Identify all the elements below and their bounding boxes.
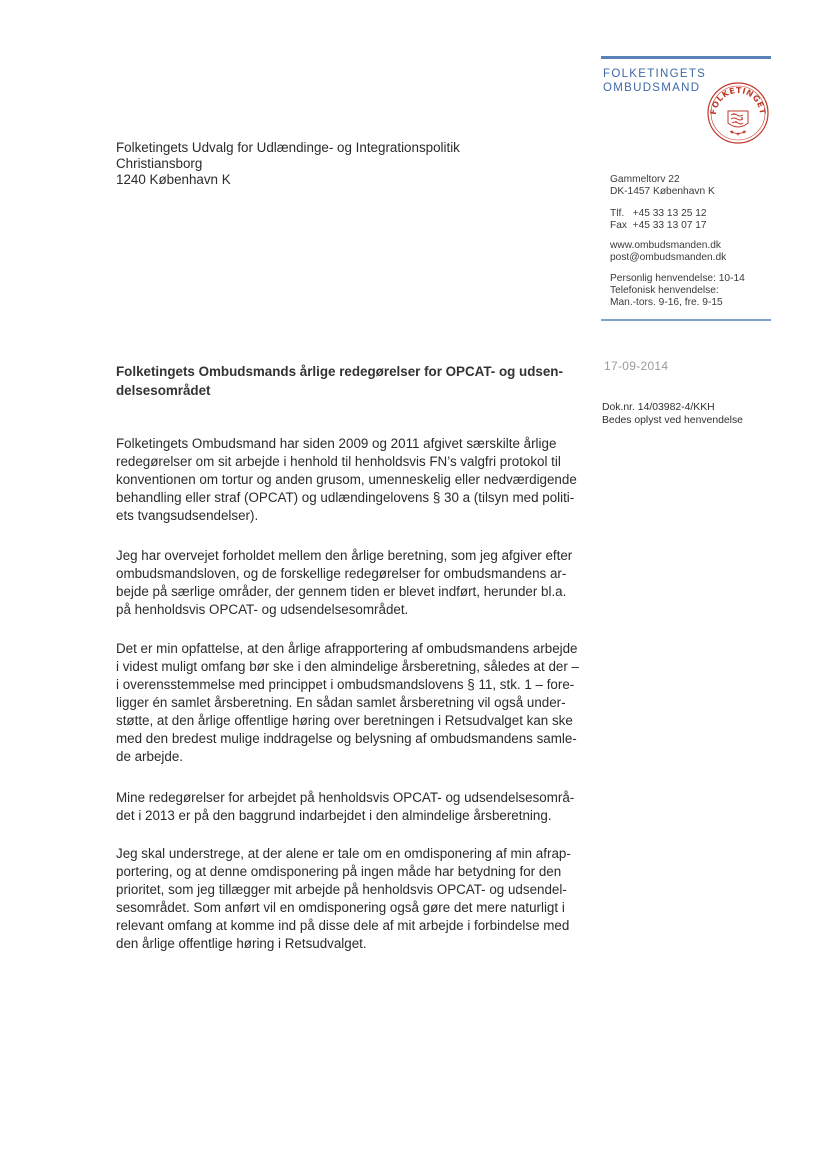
letter-date: 17-09-2014 xyxy=(604,359,669,373)
org-name-line1: FOLKETINGETS xyxy=(603,68,707,80)
body-paragraph-2 xyxy=(116,547,578,619)
reference-note: Bedes oplyst ved henvendelse xyxy=(602,415,743,426)
body-line: behandling eller straf (OPCAT) og udlændingelovens § 30 a (tilsyn med politi- xyxy=(116,490,575,505)
recipient-postal: 1240 København K xyxy=(116,172,231,187)
parliament-seal-logo xyxy=(706,81,770,145)
contact-fax: Fax +45 33 13 07 17 xyxy=(610,220,707,231)
body-line: Folketingets Ombudsmand har siden 2009 og 2011 afgivet særskilte årlige xyxy=(116,436,557,451)
contact-email: post@ombudsmanden.dk xyxy=(610,252,727,263)
contact-hours-phone-label: Telefonisk henvendelse: xyxy=(610,285,719,296)
contact-hours-phone: Man.-tors. 9-16, fre. 9-15 xyxy=(610,297,723,308)
body-line: det i 2013 er på den baggrund indarbejdet i den almindelige årsberetning. xyxy=(116,808,552,823)
contact-address-street: Gammeltorv 22 xyxy=(610,174,680,185)
body-paragraph-1 xyxy=(116,435,578,525)
contact-phone: Tlf. +45 33 13 25 12 xyxy=(610,208,707,219)
body-line: Det er min opfattelse, at den årlige afrapportering af ombudsmandens arbejde xyxy=(116,641,578,656)
seal-lettering: FOLKETINGET xyxy=(708,85,768,116)
body-paragraph-5 xyxy=(116,845,578,953)
body-line: Jeg har overvejet forholdet mellem den årlige beretning, som jeg afgiver efter xyxy=(116,548,573,563)
body-line: redegørelser om sit arbejde i henhold til henholdsvis FN’s valgfri protokol til xyxy=(116,454,561,469)
contact-website: www.ombudsmanden.dk xyxy=(610,240,721,251)
body-line: støtte, at den årlige offentlige høring over beretningen i Retsudvalget kan ske xyxy=(116,713,573,728)
subject-line: Folketingets Ombudsmands årlige redegørelser for OPCAT- og udsen- xyxy=(116,364,563,379)
body-line: de arbejde. xyxy=(116,749,184,764)
body-line: ligger én samlet årsberetning. En sådan samlet årsberetning vil også under- xyxy=(116,695,566,710)
body-line: på henholdsvis OPCAT- og udsendelsesområdet. xyxy=(116,602,409,617)
contact-address-city: DK-1457 København K xyxy=(610,186,715,197)
subject-line: delsesområdet xyxy=(116,383,211,398)
body-line: i overensstemmelse med princippet i ombudsmandslovens § 11, stk. 1 – fore- xyxy=(116,677,575,692)
letter-subject xyxy=(116,362,576,400)
body-line: Jeg skal understrege, at der alene er tale om en omdisponering af min afrap- xyxy=(116,846,571,861)
letterhead-top-rule xyxy=(601,56,771,59)
body-paragraph-4 xyxy=(116,789,578,825)
body-line: portering, og at denne omdisponering på ingen måde har betydning for den xyxy=(116,864,562,879)
body-line: Mine redegørelser for arbejdet på henholdsvis OPCAT- og udsendelsesområ- xyxy=(116,790,575,805)
body-line: ets tvangsudsendelser). xyxy=(116,508,259,523)
letterhead-bottom-rule xyxy=(601,319,771,321)
body-line: relevant omfang at komme ind på disse dele af mit arbejde i forbindelse med xyxy=(116,918,570,933)
body-line: i videst muligt omfang bør ske i den almindelige årsberetning, således at der – xyxy=(116,659,579,674)
body-line: prioritet, som jeg tillægger mit arbejde på henholdsvis OPCAT- og udsendel- xyxy=(116,882,567,897)
body-line: med den bredest mulige inddragelse og belysning af ombudsmandens samle- xyxy=(116,731,577,746)
contact-hours-personal: Personlig henvendelse: 10-14 xyxy=(610,273,745,284)
body-line: konventionen om tortur og anden grusom, umenneskelig eller nedværdigende xyxy=(116,472,577,487)
body-line: bejde på særlige områder, der gennem tiden er blevet indført, herunder bl.a. xyxy=(116,584,567,599)
body-line: den årlige offentlige høring i Retsudvalget. xyxy=(116,936,367,951)
document-number: Dok.nr. 14/03982-4/KKH xyxy=(602,402,715,413)
body-line: sesområdet. Som anført vil en omdisponering også gøre det mere naturligt i xyxy=(116,900,565,915)
body-line: ombudsmandsloven, og de forskellige redegørelser for ombudsmandens ar- xyxy=(116,566,567,581)
org-name-line2: OMBUDSMAND xyxy=(603,82,701,94)
body-paragraph-3 xyxy=(116,640,578,766)
recipient-name: Folketingets Udvalg for Udlændinge- og Integrationspolitik xyxy=(116,140,460,155)
recipient-building: Christiansborg xyxy=(116,156,203,171)
